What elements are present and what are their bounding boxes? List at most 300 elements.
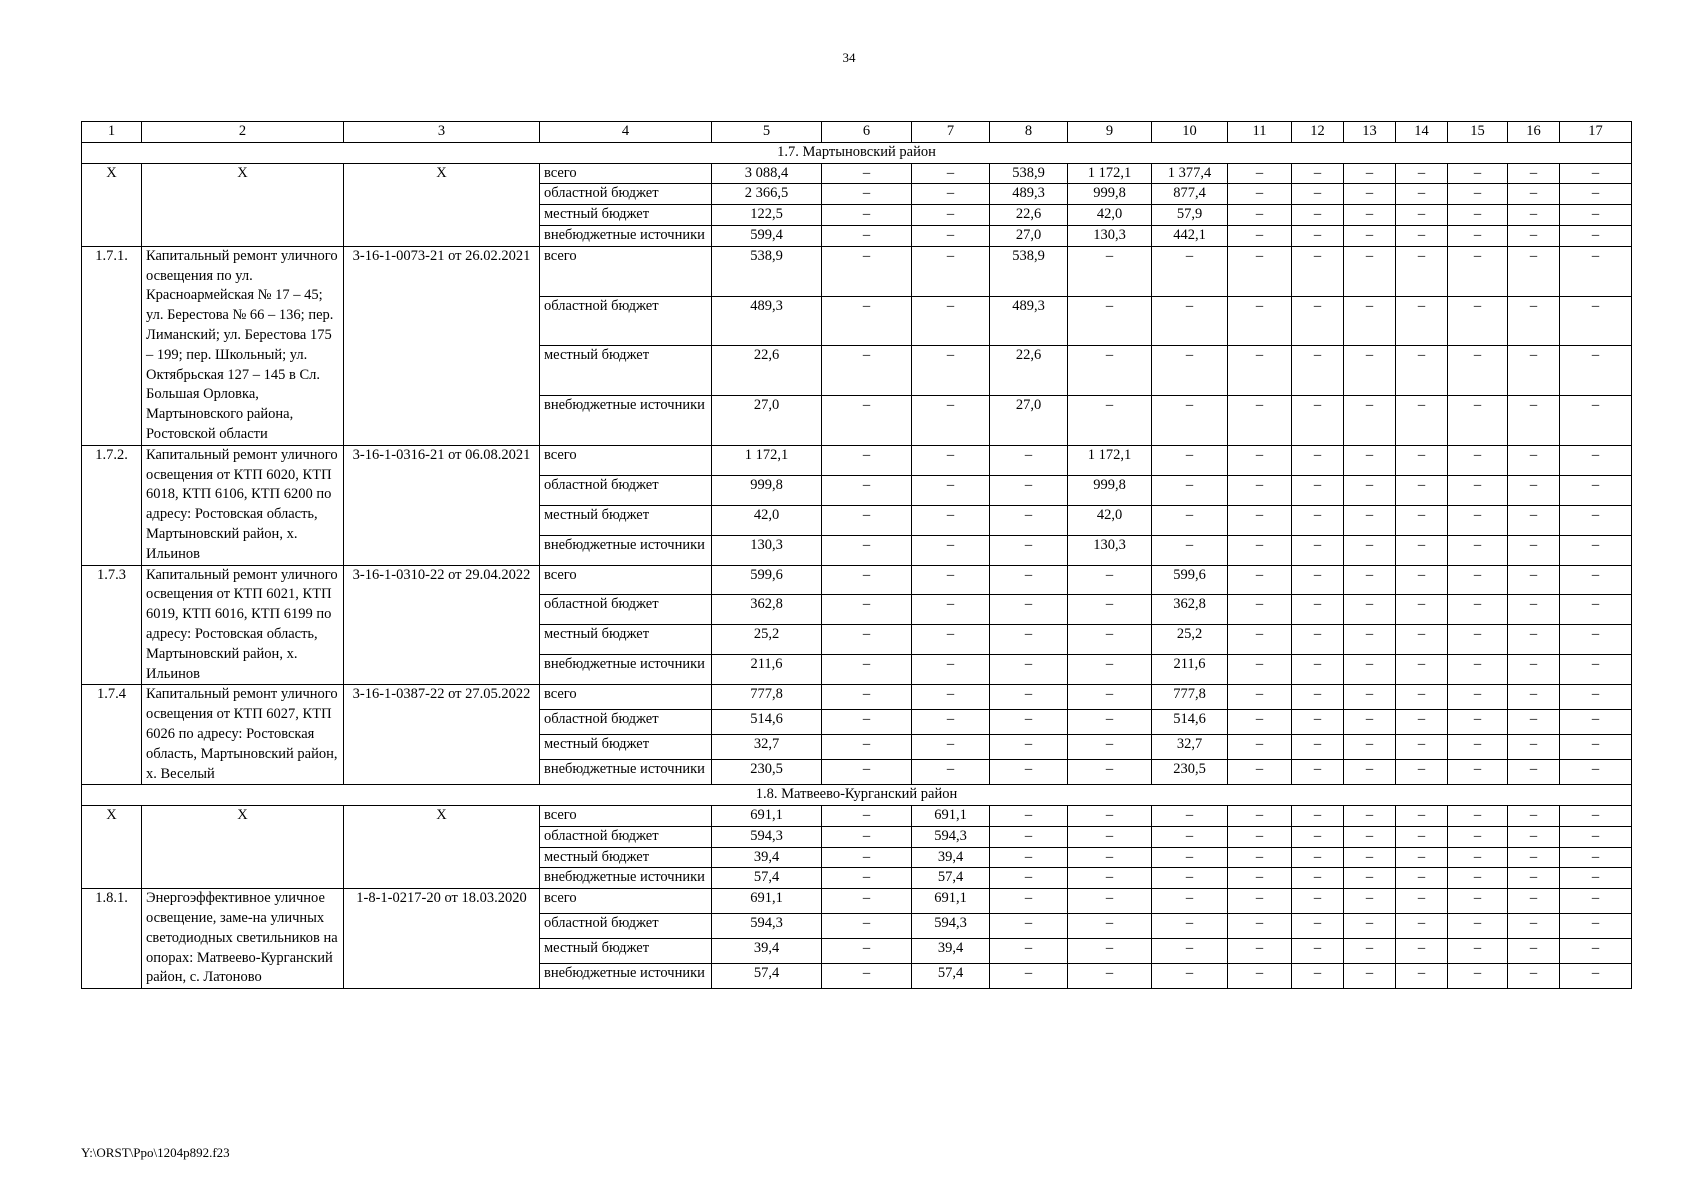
value-cell: –	[1292, 914, 1344, 939]
value-cell: –	[1396, 346, 1448, 396]
value-cell: –	[1396, 625, 1448, 655]
column-number: 11	[1228, 122, 1292, 143]
value-cell: –	[1228, 246, 1292, 296]
value-cell: –	[1396, 655, 1448, 685]
value-cell: –	[1396, 246, 1448, 296]
value-cell: 777,8	[712, 685, 822, 710]
value-cell: –	[1508, 296, 1560, 346]
value-cell: –	[1396, 475, 1448, 505]
value-cell: –	[1560, 505, 1632, 535]
funding-source-label: местный бюджет	[540, 205, 712, 226]
value-cell: –	[1508, 710, 1560, 735]
value-cell: –	[1228, 296, 1292, 346]
value-cell: –	[1068, 395, 1152, 445]
value-cell: –	[1068, 346, 1152, 396]
value-cell: –	[1344, 163, 1396, 184]
value-cell: –	[1344, 760, 1396, 785]
value-cell: –	[1448, 625, 1508, 655]
value-cell: 27,0	[990, 225, 1068, 246]
value-cell: –	[1560, 535, 1632, 565]
value-cell: 442,1	[1152, 225, 1228, 246]
value-cell: 594,3	[712, 914, 822, 939]
value-cell: –	[912, 535, 990, 565]
value-cell: 691,1	[912, 806, 990, 827]
value-cell: –	[1344, 445, 1396, 475]
value-cell: 594,3	[712, 826, 822, 847]
value-cell: –	[912, 395, 990, 445]
value-cell: –	[1152, 346, 1228, 396]
value-cell: –	[1228, 475, 1292, 505]
value-cell: 22,6	[990, 205, 1068, 226]
value-cell: 130,3	[712, 535, 822, 565]
value-cell: 999,8	[1068, 184, 1152, 205]
value-cell: 39,4	[712, 847, 822, 868]
value-cell: –	[822, 505, 912, 535]
project-name: Капитальный ремонт уличного освещения от КТП 6027, КТП 6026 по адресу: Ростовская область, Мартыновский район, х. Веселый	[142, 685, 344, 785]
value-cell: –	[1448, 685, 1508, 710]
table-row	[82, 685, 1632, 710]
column-number: 5	[712, 122, 822, 143]
value-cell: –	[1560, 914, 1632, 939]
value-cell: –	[1228, 346, 1292, 396]
value-cell: 230,5	[712, 760, 822, 785]
value-cell: –	[1068, 625, 1152, 655]
column-number: 2	[142, 122, 344, 143]
funding-source-label: внебюджетные источники	[540, 964, 712, 989]
value-cell: –	[1560, 205, 1632, 226]
value-cell: –	[1068, 685, 1152, 710]
value-cell: –	[1448, 735, 1508, 760]
value-cell: –	[822, 868, 912, 889]
table-row	[82, 806, 1632, 827]
value-cell: –	[1560, 735, 1632, 760]
value-cell: –	[1448, 225, 1508, 246]
value-cell: –	[912, 565, 990, 595]
section-total-document: X	[344, 806, 540, 889]
value-cell: –	[1344, 296, 1396, 346]
funding-source-label: внебюджетные источники	[540, 225, 712, 246]
value-cell: –	[1508, 685, 1560, 710]
value-cell: –	[1448, 565, 1508, 595]
value-cell: –	[912, 735, 990, 760]
value-cell: –	[1448, 806, 1508, 827]
value-cell: –	[1508, 655, 1560, 685]
value-cell: –	[1560, 246, 1632, 296]
column-number-row	[82, 122, 1632, 143]
value-cell: –	[1228, 184, 1292, 205]
value-cell: 57,4	[912, 964, 990, 989]
value-cell: –	[822, 914, 912, 939]
value-cell: –	[1152, 889, 1228, 914]
value-cell: –	[1508, 595, 1560, 625]
value-cell: –	[1344, 184, 1396, 205]
value-cell: 1 172,1	[1068, 445, 1152, 475]
value-cell: –	[1344, 246, 1396, 296]
column-number: 8	[990, 122, 1068, 143]
value-cell: –	[1508, 760, 1560, 785]
value-cell: –	[1396, 889, 1448, 914]
funding-source-label: областной бюджет	[540, 710, 712, 735]
value-cell: 22,6	[712, 346, 822, 396]
value-cell: –	[1448, 184, 1508, 205]
value-cell: 691,1	[712, 806, 822, 827]
value-cell: 32,7	[1152, 735, 1228, 760]
value-cell: –	[822, 625, 912, 655]
value-cell: –	[912, 625, 990, 655]
value-cell: –	[1228, 685, 1292, 710]
value-cell: –	[1292, 939, 1344, 964]
value-cell: –	[1292, 395, 1344, 445]
funding-source-label: всего	[540, 565, 712, 595]
value-cell: –	[1152, 395, 1228, 445]
value-cell: –	[1508, 964, 1560, 989]
value-cell: –	[822, 735, 912, 760]
section-total-name: X	[142, 806, 344, 889]
value-cell: –	[1560, 939, 1632, 964]
value-cell: –	[1508, 346, 1560, 396]
value-cell: –	[1228, 964, 1292, 989]
value-cell: –	[1508, 914, 1560, 939]
value-cell: –	[822, 655, 912, 685]
column-number: 6	[822, 122, 912, 143]
value-cell: –	[1396, 296, 1448, 346]
value-cell: –	[1292, 735, 1344, 760]
value-cell: –	[1448, 535, 1508, 565]
value-cell: –	[1448, 939, 1508, 964]
project-name: Энергоэффективное уличное освещение, заме-на уличных светодиодных светильников на опорах: Матвеево-Курганский район, с. Латоново	[142, 889, 344, 989]
value-cell: –	[1068, 595, 1152, 625]
value-cell: 42,0	[1068, 505, 1152, 535]
value-cell: –	[1068, 939, 1152, 964]
value-cell: 514,6	[1152, 710, 1228, 735]
funding-source-label: внебюджетные источники	[540, 868, 712, 889]
value-cell: –	[1396, 395, 1448, 445]
value-cell: –	[1068, 735, 1152, 760]
value-cell: 489,3	[712, 296, 822, 346]
footer-file-path: Y:\ORST\Ppo\1204p892.f23	[81, 1145, 230, 1160]
value-cell: –	[1448, 868, 1508, 889]
value-cell: 230,5	[1152, 760, 1228, 785]
value-cell: 594,3	[912, 914, 990, 939]
funding-source-label: областной бюджет	[540, 914, 712, 939]
value-cell: –	[1560, 184, 1632, 205]
value-cell: –	[822, 395, 912, 445]
value-cell: –	[1508, 475, 1560, 505]
value-cell: –	[1396, 685, 1448, 710]
value-cell: –	[990, 475, 1068, 505]
value-cell: –	[1508, 163, 1560, 184]
value-cell: –	[1292, 346, 1344, 396]
value-cell: –	[822, 296, 912, 346]
value-cell: –	[1228, 760, 1292, 785]
project-document: 3-16-1-0310-22 от 29.04.2022	[344, 565, 540, 685]
value-cell: –	[1396, 760, 1448, 785]
project-number: 1.8.1.	[82, 889, 142, 989]
funding-source-label: всего	[540, 889, 712, 914]
value-cell: –	[912, 205, 990, 226]
column-number: 10	[1152, 122, 1228, 143]
value-cell: –	[1448, 395, 1508, 445]
value-cell: –	[1508, 505, 1560, 535]
value-cell: –	[1292, 710, 1344, 735]
table-row	[82, 163, 1632, 184]
value-cell: –	[822, 806, 912, 827]
value-cell: –	[1508, 205, 1560, 226]
value-cell: –	[1292, 475, 1344, 505]
page-number: 34	[842, 50, 856, 65]
value-cell: 362,8	[712, 595, 822, 625]
value-cell: 3 088,4	[712, 163, 822, 184]
value-cell: 877,4	[1152, 184, 1228, 205]
section-total-document: X	[344, 163, 540, 246]
value-cell: 39,4	[712, 939, 822, 964]
value-cell: –	[1068, 889, 1152, 914]
value-cell: –	[1292, 685, 1344, 710]
value-cell: –	[1068, 868, 1152, 889]
value-cell: –	[912, 296, 990, 346]
value-cell: 27,0	[712, 395, 822, 445]
value-cell: –	[912, 246, 990, 296]
value-cell: –	[1068, 806, 1152, 827]
value-cell: 39,4	[912, 847, 990, 868]
table-row	[82, 445, 1632, 475]
value-cell: –	[1068, 296, 1152, 346]
value-cell: –	[1344, 505, 1396, 535]
value-cell: –	[1292, 868, 1344, 889]
value-cell: –	[990, 595, 1068, 625]
value-cell: –	[822, 565, 912, 595]
section-total-name: X	[142, 163, 344, 246]
value-cell: –	[1292, 655, 1344, 685]
value-cell: –	[1560, 595, 1632, 625]
value-cell: –	[1292, 847, 1344, 868]
value-cell: –	[1396, 565, 1448, 595]
value-cell: –	[912, 445, 990, 475]
value-cell: –	[1152, 868, 1228, 889]
value-cell: –	[1508, 889, 1560, 914]
value-cell: –	[1344, 225, 1396, 246]
value-cell: –	[1292, 964, 1344, 989]
value-cell: –	[1344, 565, 1396, 595]
value-cell: –	[1292, 246, 1344, 296]
value-cell: –	[1152, 914, 1228, 939]
value-cell: –	[1344, 205, 1396, 226]
value-cell: –	[1396, 868, 1448, 889]
funding-source-label: местный бюджет	[540, 847, 712, 868]
value-cell: –	[1068, 565, 1152, 595]
value-cell: –	[1228, 806, 1292, 827]
value-cell: –	[1344, 535, 1396, 565]
value-cell: 42,0	[1068, 205, 1152, 226]
value-cell: –	[1228, 914, 1292, 939]
value-cell: –	[1448, 847, 1508, 868]
value-cell: 362,8	[1152, 595, 1228, 625]
value-cell: 1 172,1	[1068, 163, 1152, 184]
value-cell: –	[912, 225, 990, 246]
value-cell: 1 172,1	[712, 445, 822, 475]
value-cell: –	[1068, 246, 1152, 296]
value-cell: –	[912, 184, 990, 205]
value-cell: –	[1228, 939, 1292, 964]
value-cell: –	[1508, 535, 1560, 565]
value-cell: 599,4	[712, 225, 822, 246]
value-cell: –	[1228, 395, 1292, 445]
value-cell: –	[1292, 535, 1344, 565]
value-cell: –	[1068, 710, 1152, 735]
value-cell: –	[912, 505, 990, 535]
value-cell: 25,2	[712, 625, 822, 655]
value-cell: –	[1344, 475, 1396, 505]
value-cell: –	[1344, 826, 1396, 847]
project-name: Капитальный ремонт уличного освещения по ул. Красноармейская № 17 – 45; ул. Берестова № 66 – 136; пер. Лиманский; ул. Берестова 175 – 199; пер. Школьный; ул. Октябрьская 127 – 145 в Сл. Большая Орловка, Мартыновского района, Ростовской области	[142, 246, 344, 445]
section-header-row	[82, 142, 1632, 163]
value-cell: 57,4	[912, 868, 990, 889]
value-cell: –	[1344, 964, 1396, 989]
value-cell: –	[1292, 505, 1344, 535]
section-title: 1.8. Матвеево-Курганский район	[82, 785, 1632, 806]
value-cell: –	[1152, 939, 1228, 964]
value-cell: –	[1560, 889, 1632, 914]
value-cell: –	[1448, 475, 1508, 505]
value-cell: –	[1228, 565, 1292, 595]
value-cell: –	[822, 685, 912, 710]
value-cell: –	[1344, 655, 1396, 685]
value-cell: –	[1448, 889, 1508, 914]
value-cell: –	[1508, 246, 1560, 296]
value-cell: –	[1396, 735, 1448, 760]
value-cell: 489,3	[990, 296, 1068, 346]
value-cell: –	[1396, 964, 1448, 989]
value-cell: 1 377,4	[1152, 163, 1228, 184]
funding-source-label: местный бюджет	[540, 505, 712, 535]
section-title: 1.7. Мартыновский район	[82, 142, 1632, 163]
funding-source-label: областной бюджет	[540, 184, 712, 205]
project-number: 1.7.4	[82, 685, 142, 785]
value-cell: –	[1152, 847, 1228, 868]
column-number: 13	[1344, 122, 1396, 143]
value-cell: –	[1448, 296, 1508, 346]
value-cell: 39,4	[912, 939, 990, 964]
value-cell: 538,9	[712, 246, 822, 296]
project-name: Капитальный ремонт уличного освещения от КТП 6021, КТП 6019, КТП 6016, КТП 6199 по адресу: Ростовская область, Мартыновский район, х. Ильинов	[142, 565, 344, 685]
value-cell: –	[822, 346, 912, 396]
value-cell: –	[1344, 395, 1396, 445]
value-cell: 57,4	[712, 868, 822, 889]
value-cell: –	[912, 655, 990, 685]
project-number: 1.7.1.	[82, 246, 142, 445]
value-cell: –	[1228, 535, 1292, 565]
value-cell: –	[1152, 296, 1228, 346]
value-cell: –	[1344, 806, 1396, 827]
value-cell: –	[1396, 225, 1448, 246]
funding-source-label: областной бюджет	[540, 826, 712, 847]
table-body	[82, 122, 1632, 989]
value-cell: –	[1396, 806, 1448, 827]
column-number: 4	[540, 122, 712, 143]
value-cell: –	[1560, 445, 1632, 475]
value-cell: –	[1292, 184, 1344, 205]
value-cell: –	[1228, 225, 1292, 246]
funding-source-label: внебюджетные источники	[540, 535, 712, 565]
value-cell: –	[1508, 565, 1560, 595]
value-cell: –	[990, 565, 1068, 595]
value-cell: –	[1228, 655, 1292, 685]
value-cell: –	[1448, 710, 1508, 735]
value-cell: –	[1228, 625, 1292, 655]
value-cell: –	[1560, 296, 1632, 346]
value-cell: –	[990, 655, 1068, 685]
value-cell: –	[822, 445, 912, 475]
value-cell: 42,0	[712, 505, 822, 535]
value-cell: 514,6	[712, 710, 822, 735]
value-cell: –	[1448, 163, 1508, 184]
table-row	[82, 246, 1632, 296]
value-cell: –	[990, 964, 1068, 989]
value-cell: –	[1228, 445, 1292, 475]
value-cell: –	[1560, 710, 1632, 735]
value-cell: –	[1396, 205, 1448, 226]
value-cell: 777,8	[1152, 685, 1228, 710]
value-cell: –	[912, 685, 990, 710]
value-cell: –	[1448, 346, 1508, 396]
value-cell: –	[912, 760, 990, 785]
funding-source-label: областной бюджет	[540, 595, 712, 625]
value-cell: –	[822, 475, 912, 505]
value-cell: 691,1	[712, 889, 822, 914]
value-cell: –	[1396, 505, 1448, 535]
value-cell: –	[1292, 625, 1344, 655]
column-number: 15	[1448, 122, 1508, 143]
value-cell: –	[990, 914, 1068, 939]
value-cell: –	[1396, 184, 1448, 205]
value-cell: –	[1344, 625, 1396, 655]
column-number: 3	[344, 122, 540, 143]
value-cell: –	[1152, 535, 1228, 565]
value-cell: 130,3	[1068, 535, 1152, 565]
value-cell: –	[1508, 939, 1560, 964]
value-cell: –	[1508, 868, 1560, 889]
value-cell: –	[990, 868, 1068, 889]
value-cell: –	[1560, 655, 1632, 685]
section-header-row	[82, 785, 1632, 806]
value-cell: –	[1228, 710, 1292, 735]
value-cell: –	[1292, 826, 1344, 847]
funding-source-label: всего	[540, 445, 712, 475]
value-cell: –	[1508, 395, 1560, 445]
value-cell: –	[1448, 826, 1508, 847]
value-cell: –	[1228, 505, 1292, 535]
value-cell: 57,9	[1152, 205, 1228, 226]
value-cell: 691,1	[912, 889, 990, 914]
value-cell: –	[912, 163, 990, 184]
value-cell: –	[1560, 847, 1632, 868]
value-cell: –	[1448, 655, 1508, 685]
value-cell: –	[822, 246, 912, 296]
funding-source-label: внебюджетные источники	[540, 760, 712, 785]
value-cell: –	[990, 889, 1068, 914]
value-cell: –	[1396, 535, 1448, 565]
value-cell: –	[822, 535, 912, 565]
value-cell: –	[822, 225, 912, 246]
section-total-number: X	[82, 163, 142, 246]
value-cell: –	[1448, 445, 1508, 475]
value-cell: –	[990, 806, 1068, 827]
value-cell: 999,8	[712, 475, 822, 505]
value-cell: –	[1292, 565, 1344, 595]
value-cell: –	[1152, 964, 1228, 989]
value-cell: –	[912, 475, 990, 505]
value-cell: –	[1508, 806, 1560, 827]
